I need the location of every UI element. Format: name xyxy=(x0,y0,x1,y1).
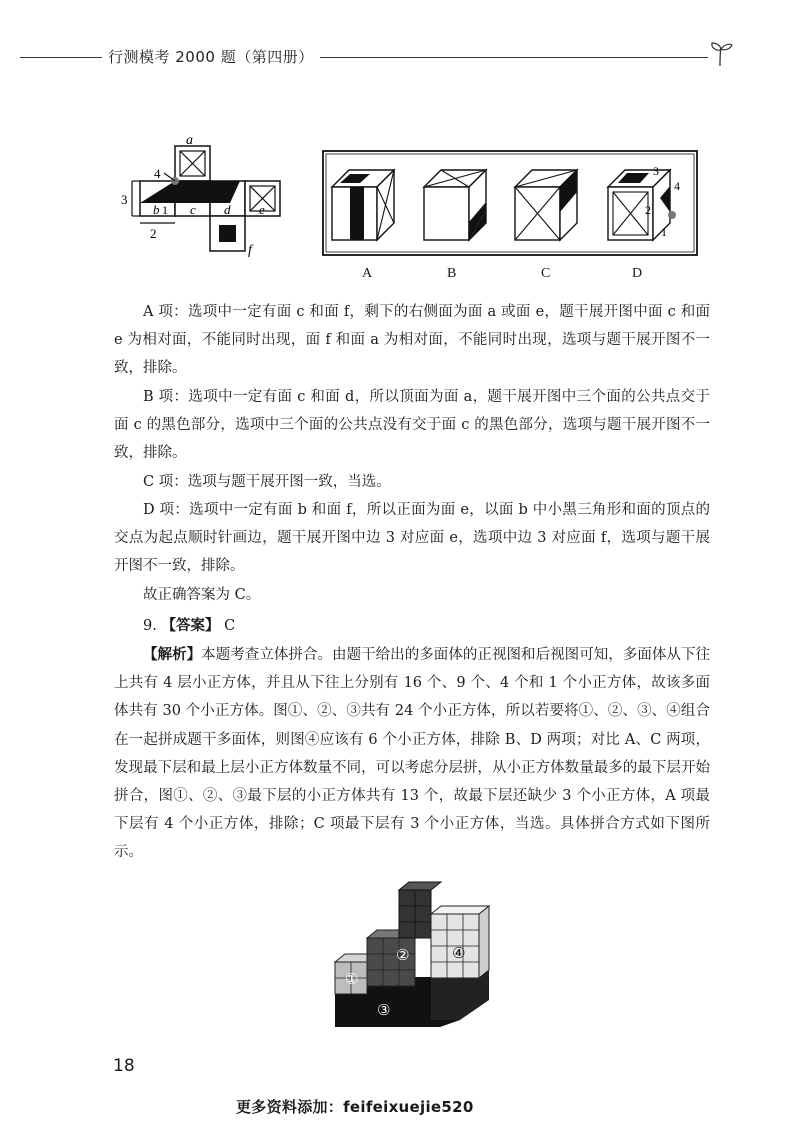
assembly-label-4: ④ xyxy=(452,944,466,962)
cube-net-figure xyxy=(120,130,300,270)
net-face-a xyxy=(175,146,210,181)
footer-note: 更多资料添加：feifeixuejie520 xyxy=(236,1098,474,1116)
page-number: 18 xyxy=(113,1056,135,1076)
sprout-icon xyxy=(708,40,734,66)
net-label-e: e xyxy=(259,202,265,217)
q9-number: 9. xyxy=(143,618,157,634)
q9-answer-line xyxy=(143,614,235,635)
assembly-label-1: ① xyxy=(345,970,359,988)
option-label-b: B xyxy=(447,266,457,281)
option-cube-a xyxy=(332,170,394,240)
q9-analysis-text: 本题考查立体拼合。由题干给出的多面体的正视图和后视图可知，多面体从下往上共有 4 层小正方体，并且从下往上分别有 16 个、9 个、4 个和 1 个小正方体，故该多面体共有 30 个小正方体。图①、②、③共有 24 个小正方体，所以若要将①、②、③、④组合在一起拼成题干多面体，则图④应该有 6 个小正方体，排除 B、D 两项；对比 A、C 两项，发现最下层和最上层小正方体数量不同，可以考虑分层拼，从小正方体数量最多的最下层开始拼合，图①、②、③最下层的小正方体共有 13 个，故最下层还缺少 3 个小正方体，A 项最下层有 4 个小正方体，排除；C 项最下层有 3 个小正方体，当选。具体拼合方式如下图所示。 xyxy=(114,647,711,861)
q9-analysis xyxy=(114,641,710,867)
option-label-d: D xyxy=(632,266,643,281)
q9-answer: C xyxy=(224,618,236,634)
explanation-a: A 项：选项中一定有面 c 和面 f，剩下的右侧面为面 a 或面 e，题干展开图中面 c 和面 e 为相对面，不能同时出现，面 f 和面 a 为相对面，不能同时出现，选项与题干展开图不一致，排除。 xyxy=(114,304,710,377)
option-cube-b xyxy=(424,170,486,240)
assembly-label-2: ② xyxy=(396,946,410,964)
header-rule-left xyxy=(20,57,102,58)
net-label-a: a xyxy=(186,133,193,148)
net-edge-2: 2 xyxy=(150,226,157,241)
header-title: 行测模考 2000 题（第四册） xyxy=(108,48,314,66)
header-rule-right xyxy=(320,57,708,58)
piece-4 xyxy=(431,906,489,978)
running-header xyxy=(20,40,780,70)
option-d-mark-4: 4 xyxy=(674,179,680,193)
explanation-d: D 项：选项中一定有面 b 和面 f，所以正面为面 e，以面 b 中小黑三角形和面的顶点的交点为起点顺时针画边，题干展开图中边 3 对应面 e，选项中边 3 对应面 f，选项与题干展开图不一致，排除。 xyxy=(114,502,710,575)
explanation-c: C 项：选项与题干展开图一致，当选。 xyxy=(143,474,391,490)
explanation-b: B 项：选项中一定有面 c 和面 d，所以顶面为面 a，题干展开图中三个面的公共点交于面 c 的黑色部分，选项中三个面的公共点没有交于面 c 的黑色部分，选项与题干展开图不一致，排除。 xyxy=(114,389,710,462)
net-edge-1: 1 xyxy=(162,203,168,217)
q9-analysis-tag: 【解析】 xyxy=(143,646,202,663)
net-label-b: b xyxy=(153,202,160,217)
option-d-mark-1: 1 xyxy=(661,225,667,239)
option-d-mark-3: 3 xyxy=(653,164,659,178)
q9-answer-tag: 【答案】 xyxy=(161,617,220,634)
net-edge-4: 4 xyxy=(154,166,161,181)
option-label-a: A xyxy=(362,266,373,281)
option-d-mark-2: 2 xyxy=(645,203,651,217)
net-label-f: f xyxy=(248,243,252,258)
options-figure xyxy=(322,150,698,256)
net-edge-3: 3 xyxy=(121,192,128,207)
net-face-f xyxy=(210,216,245,251)
option-cube-c xyxy=(515,170,577,240)
assembly-figure xyxy=(330,880,492,1028)
option-label-c: C xyxy=(541,266,551,281)
net-label-d: d xyxy=(224,202,231,217)
conclusion: 故正确答案为 C。 xyxy=(143,587,261,603)
net-label-c: c xyxy=(190,202,196,217)
edge-line-4 xyxy=(164,173,175,181)
assembly-label-3: ③ xyxy=(377,1001,391,1019)
